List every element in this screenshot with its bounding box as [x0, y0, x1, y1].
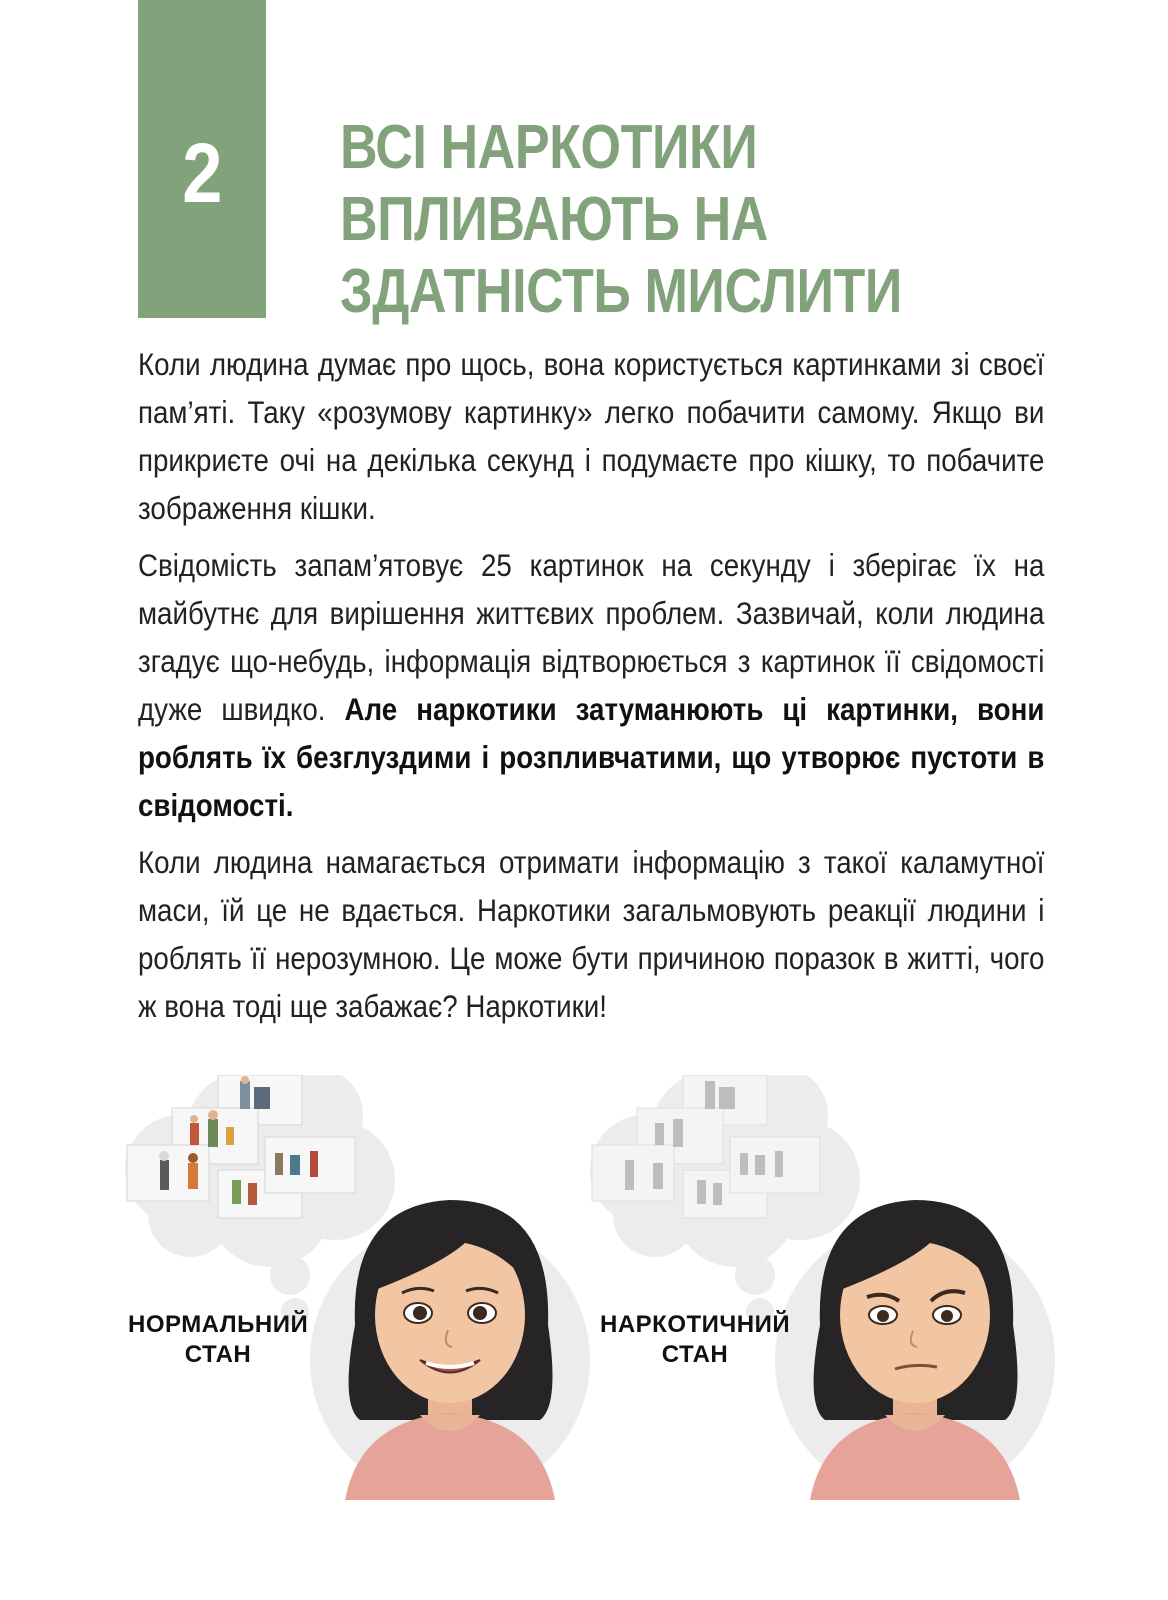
normal-label-line-2: СТАН: [184, 1341, 252, 1368]
drugged-label-line-2: СТАН: [661, 1341, 729, 1368]
section-number-block: [138, 0, 266, 318]
title-line-2: ВПЛИВАЮТЬ НА: [340, 185, 768, 254]
normal-label-line-1: НОРМАЛЬНИЙ: [128, 1311, 309, 1338]
body-text: [138, 340, 1044, 1039]
drugged-label-line-1: НАРКОТИЧНИЙ: [600, 1311, 791, 1338]
paragraph-3: Коли людина намагається отримати інформацію з такої каламутної маси, їй це не вдається. Наркотики загальмовують реакції людини і роблять її нерозумною. Це може бути причиною поразок в житті, чого ж вона тоді ще забажає? Наркотики!: [138, 844, 1045, 1024]
title-line-3: ЗДАТНІСТЬ МИСЛИТИ: [340, 257, 902, 326]
paragraph-2-emphasis: Але наркотики затуманюють ці картинки, вони роблять їх безглуздими і розпливчатими, що утворює пустоти в свідомості.: [138, 691, 1045, 823]
title-line-1: ВСІ НАРКОТИКИ: [340, 113, 758, 182]
drugged-state-illustration: [585, 1075, 1055, 1500]
section-title: [340, 112, 978, 328]
normal-state-label: [128, 1310, 308, 1370]
section-number: 2: [181, 125, 223, 220]
paragraph-2-text: Свідомість запам’ятовує 25 картинок на секунду і зберігає їх на майбутнє для вирішення життєвих проблем. Зазвичай, коли людина згадує що-небудь, інформація відтворюється з картинок її свідомості дуже швидко.: [138, 547, 1045, 727]
drugged-state-label: [600, 1310, 790, 1370]
normal-state-illustration: [120, 1075, 590, 1500]
paragraph-2: [138, 541, 1044, 829]
normal-thought-cloud: [120, 1075, 590, 1500]
paragraph-1: Коли людина думає про щось, вона користується картинками зі своєї пам’яті. Таку «розумову картинку» легко побачити самому. Якщо ви прикриєте очі на декілька секунд і подумаєте про кішку, то побачите зображення кішки.: [138, 346, 1045, 526]
drugged-thought-cloud: [585, 1075, 1055, 1500]
